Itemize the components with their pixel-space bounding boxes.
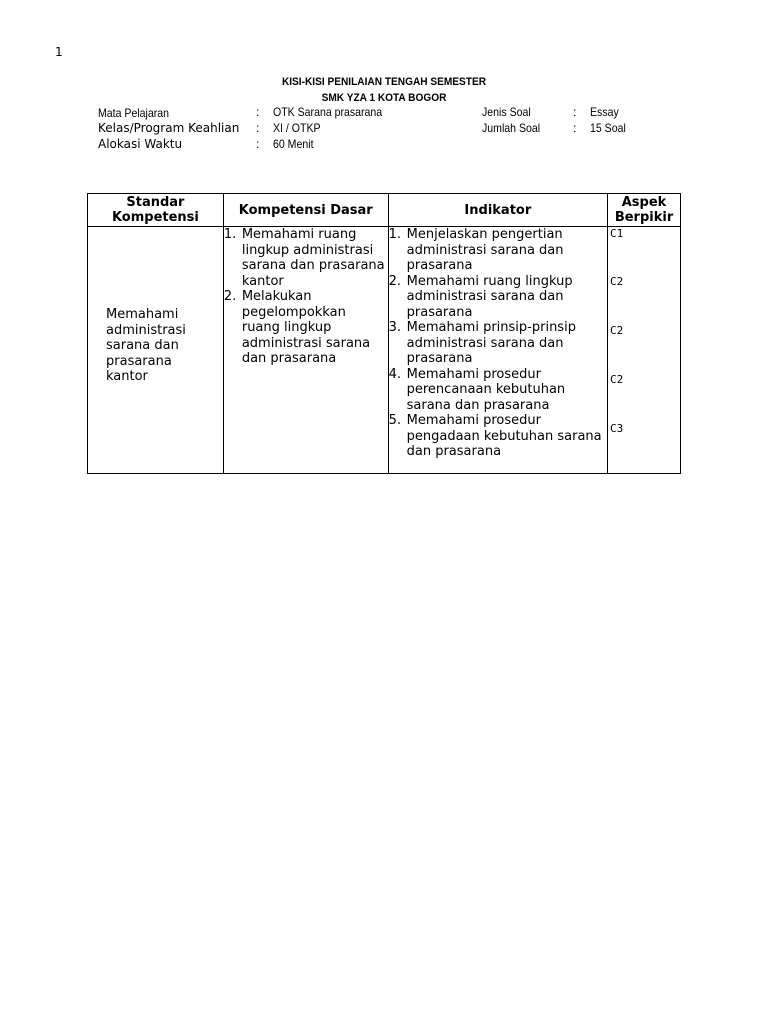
alokasi-value: 60 Menit	[273, 137, 314, 151]
aspek-value: C3	[610, 422, 624, 435]
document-title: KISI-KISI PENILAIAN TENGAH SEMESTER	[281, 76, 487, 88]
jenis-soal-value: Essay	[590, 105, 619, 119]
list-item	[224, 289, 388, 367]
list-number: 1.	[223, 227, 237, 242]
list-item	[389, 413, 607, 460]
list-number: 2.	[223, 289, 237, 304]
table-row	[88, 227, 681, 474]
kompetensi-dasar-list	[224, 227, 388, 367]
list-item-text: Memahami prosedur perencanaan kebutuhan sarana dan prasarana	[406, 366, 566, 413]
aspek-value: C1	[610, 227, 624, 240]
indikator-list	[389, 227, 607, 460]
list-item-text: Memahami ruang lingkup administrasi sarana dan prasarana kantor	[241, 227, 385, 289]
list-item-text: Memahami prosedur pengadaan kebutuhan sarana dan prasarana	[406, 413, 602, 459]
kelas-label: Kelas/Program Keahlian	[98, 121, 240, 135]
header-kompetensi-dasar: Kompetensi Dasar	[223, 194, 388, 227]
list-item	[389, 367, 607, 414]
list-item-text: Menjelaskan pengertian administrasi sarana dan prasarana	[406, 227, 564, 273]
jumlah-soal-label: Jumlah Soal	[482, 121, 541, 135]
list-item	[389, 274, 607, 321]
aspek-berpikir-cell	[608, 227, 681, 474]
standar-kompetensi-text: Memahami administrasi sarana dan prasarana kantor	[106, 307, 186, 384]
list-item	[389, 227, 607, 274]
kompetensi-dasar-cell	[223, 227, 388, 474]
table-header-row	[88, 194, 681, 227]
colon: :	[573, 121, 577, 135]
header-indikator: Indikator	[388, 194, 607, 227]
list-number: 1.	[388, 227, 402, 242]
list-item	[389, 320, 607, 367]
aspek-value: C2	[610, 373, 624, 386]
colon: :	[256, 105, 260, 119]
indikator-cell	[388, 227, 607, 474]
alokasi-label: Alokasi Waktu	[98, 137, 183, 151]
school-name: SMK YZA 1 KOTA BOGOR	[321, 92, 447, 104]
mata-pelajaran-label: Mata Pelajaran	[98, 106, 170, 120]
list-number: 3.	[388, 320, 402, 335]
colon: :	[256, 121, 260, 135]
aspek-value: C2	[610, 275, 624, 288]
kelas-value: XI / OTKP	[273, 121, 321, 135]
colon: :	[573, 105, 577, 119]
mata-pelajaran-value: OTK Sarana prasarana	[273, 105, 383, 119]
header-standar-kompetensi: Standar Kompetensi	[88, 194, 224, 227]
list-number: 5.	[388, 413, 402, 428]
standar-kompetensi-cell	[88, 227, 224, 474]
jumlah-soal-value: 15 Soal	[590, 121, 626, 135]
header-aspek-berpikir: Aspek Berpikir	[608, 194, 681, 227]
list-item-text: Memahami ruang lingkup administrasi sarana dan prasarana	[406, 273, 573, 320]
list-number: 2.	[388, 273, 402, 289]
list-item	[224, 227, 388, 289]
colon: :	[256, 137, 260, 151]
jenis-soal-label: Jenis Soal	[482, 105, 531, 119]
page-number: 1	[55, 45, 63, 59]
kisi-kisi-table	[87, 193, 681, 474]
list-item-text: Memahami prinsip-prinsip administrasi sarana dan prasarana	[406, 320, 576, 366]
aspek-value: C2	[610, 324, 624, 337]
list-item-text: Melakukan pegelompokkan ruang lingkup administrasi sarana dan prasarana	[241, 289, 371, 366]
list-number: 4.	[388, 366, 402, 382]
